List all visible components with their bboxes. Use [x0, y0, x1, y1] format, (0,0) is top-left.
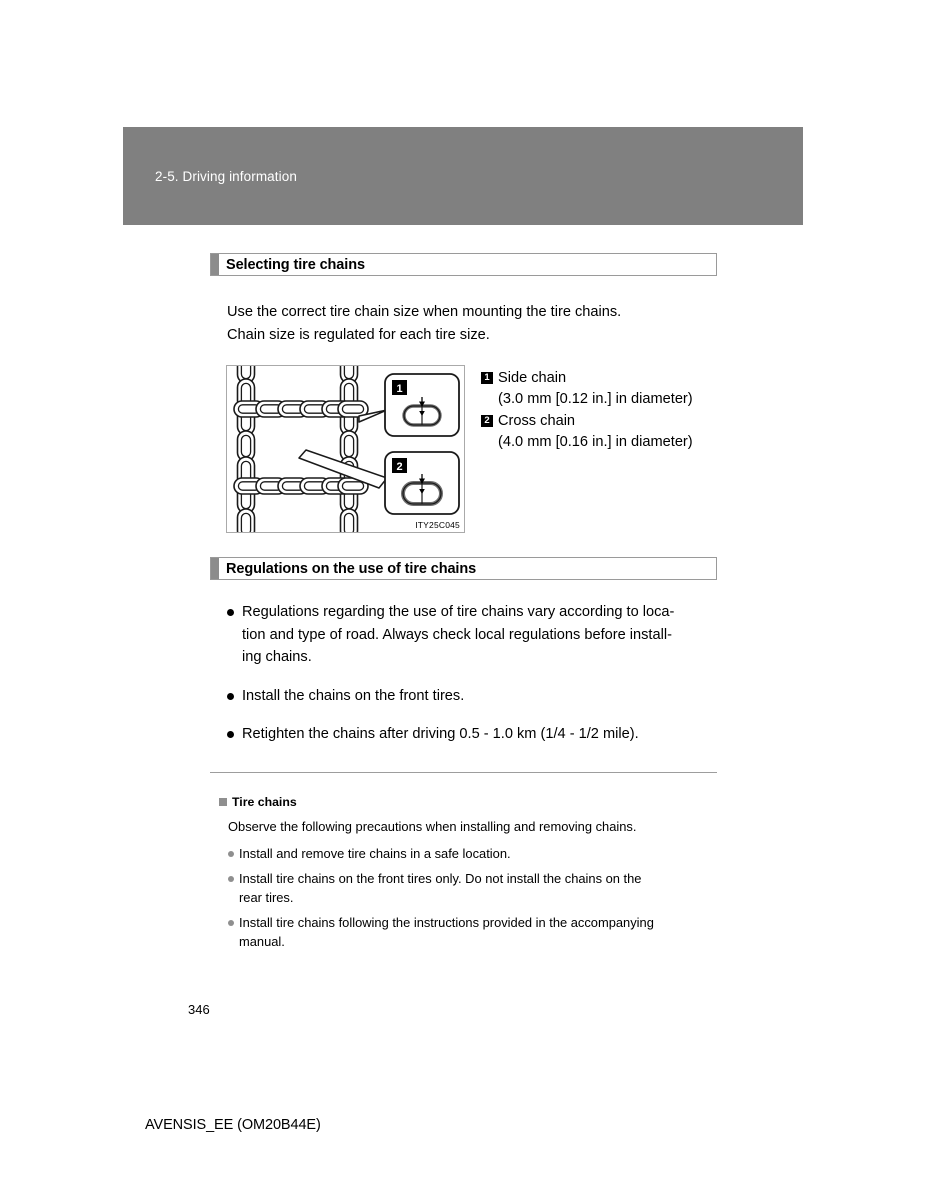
notice-intro-text: Observe the following precautions when installing and removing chains. [228, 818, 637, 834]
svg-text:1: 1 [396, 382, 403, 395]
running-header-band [123, 127, 803, 225]
section-heading-accent-tab [211, 254, 219, 275]
notice-square-icon [219, 798, 227, 806]
section-heading-selecting-tire-chains [210, 253, 717, 276]
list-item-line: Install the chains on the front tires. [242, 687, 465, 704]
figure-and-legend-row [210, 365, 717, 533]
legend-title: Cross chain [498, 413, 576, 429]
list-item-text [239, 914, 717, 951]
intro-line: Use the correct tire chain size when mounting the tire chains. [227, 304, 622, 320]
list-item-line: Regulations regarding the use of tire chains vary according to loca- [242, 604, 675, 620]
document-code: AVENSIS_EE (OM20B44E) [145, 1117, 321, 1133]
list-item-line: Install tire chains following the instructions provided in the accompanying [239, 915, 654, 930]
section-heading-accent-tab [211, 558, 219, 579]
tire-chain-figure [226, 365, 465, 533]
callout-box-2 [385, 452, 459, 514]
page-content [210, 253, 717, 951]
legend-number-badge: 2 [481, 415, 493, 427]
list-item-line: tion and type of road. Always check local regulations before install- [242, 626, 672, 643]
cross-chain-upper [234, 401, 368, 417]
list-item-line: manual. [239, 933, 285, 949]
list-item [228, 845, 717, 864]
legend-title: Side chain [498, 370, 567, 386]
notice-heading-label: Tire chains [232, 794, 297, 809]
svg-text:2: 2 [396, 460, 403, 473]
list-item-text [242, 685, 717, 708]
section-heading-label: Regulations on the use of tire chains [226, 560, 477, 577]
list-item-text [242, 601, 717, 669]
page-number: 346 [188, 1002, 210, 1017]
legend-number-badge: 1 [481, 372, 493, 384]
side-chain-right [341, 366, 358, 532]
figure-reference-code: ITY25C045 [415, 520, 460, 530]
intro-line: Chain size is regulated for each tire size. [227, 326, 490, 343]
tire-chain-illustration-svg [227, 366, 464, 532]
list-item-line: ing chains. [242, 649, 312, 665]
section-heading-label: Selecting tire chains [226, 256, 365, 273]
notice-divider-rule [210, 772, 717, 773]
callout-box-1 [385, 374, 459, 436]
list-item [228, 914, 717, 951]
list-item-line: Retighten the chains after driving 0.5 - 1.0 km (1/4 - 1/2 mile). [242, 726, 639, 742]
legend-detail: (3.0 mm [0.12 in.] in diameter) [498, 391, 693, 407]
figure-legend [481, 365, 717, 454]
bullet-dot-icon [227, 609, 234, 616]
list-item [228, 870, 717, 907]
side-chain-left [238, 366, 255, 532]
bullet-dot-icon [228, 851, 234, 857]
list-item-text [239, 845, 717, 864]
intro-paragraph [227, 301, 717, 346]
regulation-bullet-list [227, 601, 717, 746]
bullet-dot-icon [228, 920, 234, 926]
section-heading-regulations-on-use-of-tire-chains [210, 557, 717, 580]
list-item [227, 685, 717, 708]
list-item-text [239, 870, 717, 907]
list-item-text [242, 723, 717, 746]
running-header-section-label: 2-5. Driving information [155, 169, 297, 184]
list-item-line: Install tire chains on the front tires only. Do not install the chains on the [239, 871, 642, 886]
legend-detail: (4.0 mm [0.16 in.] in diameter) [498, 434, 693, 450]
notice-heading [219, 795, 717, 809]
list-item-line: Install and remove tire chains in a safe location. [239, 845, 511, 861]
list-item [227, 601, 717, 669]
list-item-line: rear tires. [239, 889, 294, 905]
bullet-dot-icon [227, 693, 234, 700]
notice-bullet-list [228, 845, 717, 952]
list-item [227, 723, 717, 746]
bullet-dot-icon [227, 731, 234, 738]
notice-block-tire-chains [210, 795, 717, 952]
cross-chain-lower [234, 478, 368, 494]
legend-item [481, 411, 717, 453]
legend-item [481, 368, 717, 410]
bullet-dot-icon [228, 876, 234, 882]
